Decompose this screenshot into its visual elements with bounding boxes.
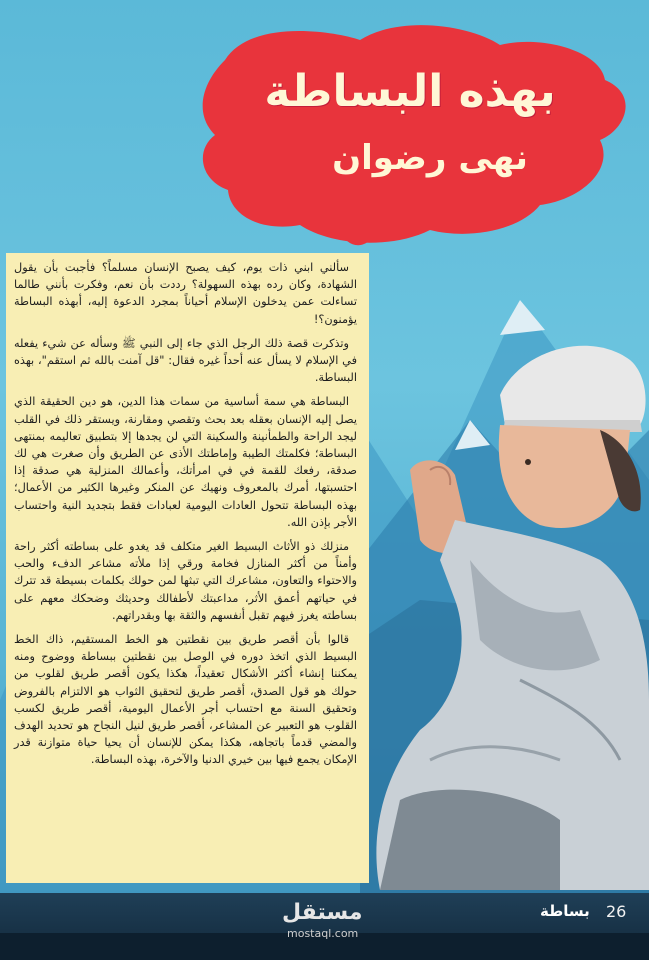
- author-name: نهى رضوان: [332, 138, 528, 178]
- article-paragraph: قالوا بأن أقصر طريق بين نقطتين هو الخط المستقيم، ذاك الخط البسيط الذي اتخذ دوره في الوصل بين نقطتين ببساطة ووضوح ومنه يمكننا إنشاء أكثر الأشكال تعقيداً، هكذا يكون أقصر طريق لقلوب من حولك هو قول الصدق، أقصر طريق لتحقيق الثواب هو الالتزام بالفروض وتحقيق السنة مع احتساب أجر الأعمال اليومية، أقصر طريق لكسب القلوب هو التعبير عن المشاعر، أقصر طريق لنيل النجاح هو تحديد الهدف والمضي قدماً باتجاهه، هكذا يمكن للإنسان أن يحيا حياة متوازنة قدر الإمكان يجمع فيها بين خيري الدنيا والآخرة، بهذه البساطة.: [14, 633, 357, 767]
- watermark-name: مستقل: [282, 900, 363, 925]
- article-body: [6, 253, 369, 883]
- article-paragraph: البساطة هي سمة أساسية من سمات هذا الدين، هو دين الحقيقة الذي يصل إليه الإنسان بعقله بعد بحث وتقصي ومقارنة، ويستقر ذلك في القلب ليجد الراحة والطمأنينة والسكينة التي لن يجدها إلا بتطبيق تعاليمه بمنتهى البساطة؛ فكلمتك الطيبة وإماطتك الأذى عن الطريق وأن صغرت هي لك صدقة، رفعك للقمة في في امرأتك، وأعمالك المنزلية هي صدقة إذا احتسبتها، أمرك بالمعروف ونهيك عن المنكر وغيرها الكثير من الأعمال؛ بهذه البساطة تتحول العادات اليومية لعبادات فقط بتجديد النية واحتساب الأجر بإذن الله.: [14, 395, 357, 529]
- article-paragraph: سألني ابني ذات يوم، كيف يصبح الإنسان مسلماً؟ فأجبت بأن يقول الشهادة، وكان رده بهذه السهولة؟ رددت بأن نعم، وفكرت بأنني طالما تساءلت عمن يدخلون الإسلام أحياناً بمجرد الدعوة إليه، أبهذه البساطة يؤمنون؟!: [14, 261, 357, 326]
- article-title: بهذه البساطة: [264, 66, 556, 117]
- article-paragraph: وتذكرت قصة ذلك الرجل الذي جاء إلى النبي ﷺ وسأله عن شيء يفعله في الإسلام لا يسأل عنه أحداً غيره فقال: "قل آمنت بالله ثم استقم"، بهذه البساطة.: [14, 336, 357, 385]
- watermark-url: mostaql.com: [287, 927, 359, 940]
- page-number: 26: [606, 902, 627, 921]
- article-paragraph: منزلك ذو الأثاث البسيط الغير متكلف قد يغدو على بساطته أكثر راحة وأمناً من أكثر المنازل فخامة ورقي إذا ملأته مشاعر الدفء والحب والاحتواء والتعاون، مشاعرك التي تبثها لمن حولك بكلمات بسيطة قد تترك في حياتهم أعمق الأثر، مداعبتك لأطفالك وحديثك وضحكك معهم على بساطته يغرز فيهم تقبل أنفسهم والثقة بها وبقدراتهم.: [14, 540, 357, 622]
- magazine-name: بساطة: [540, 902, 590, 920]
